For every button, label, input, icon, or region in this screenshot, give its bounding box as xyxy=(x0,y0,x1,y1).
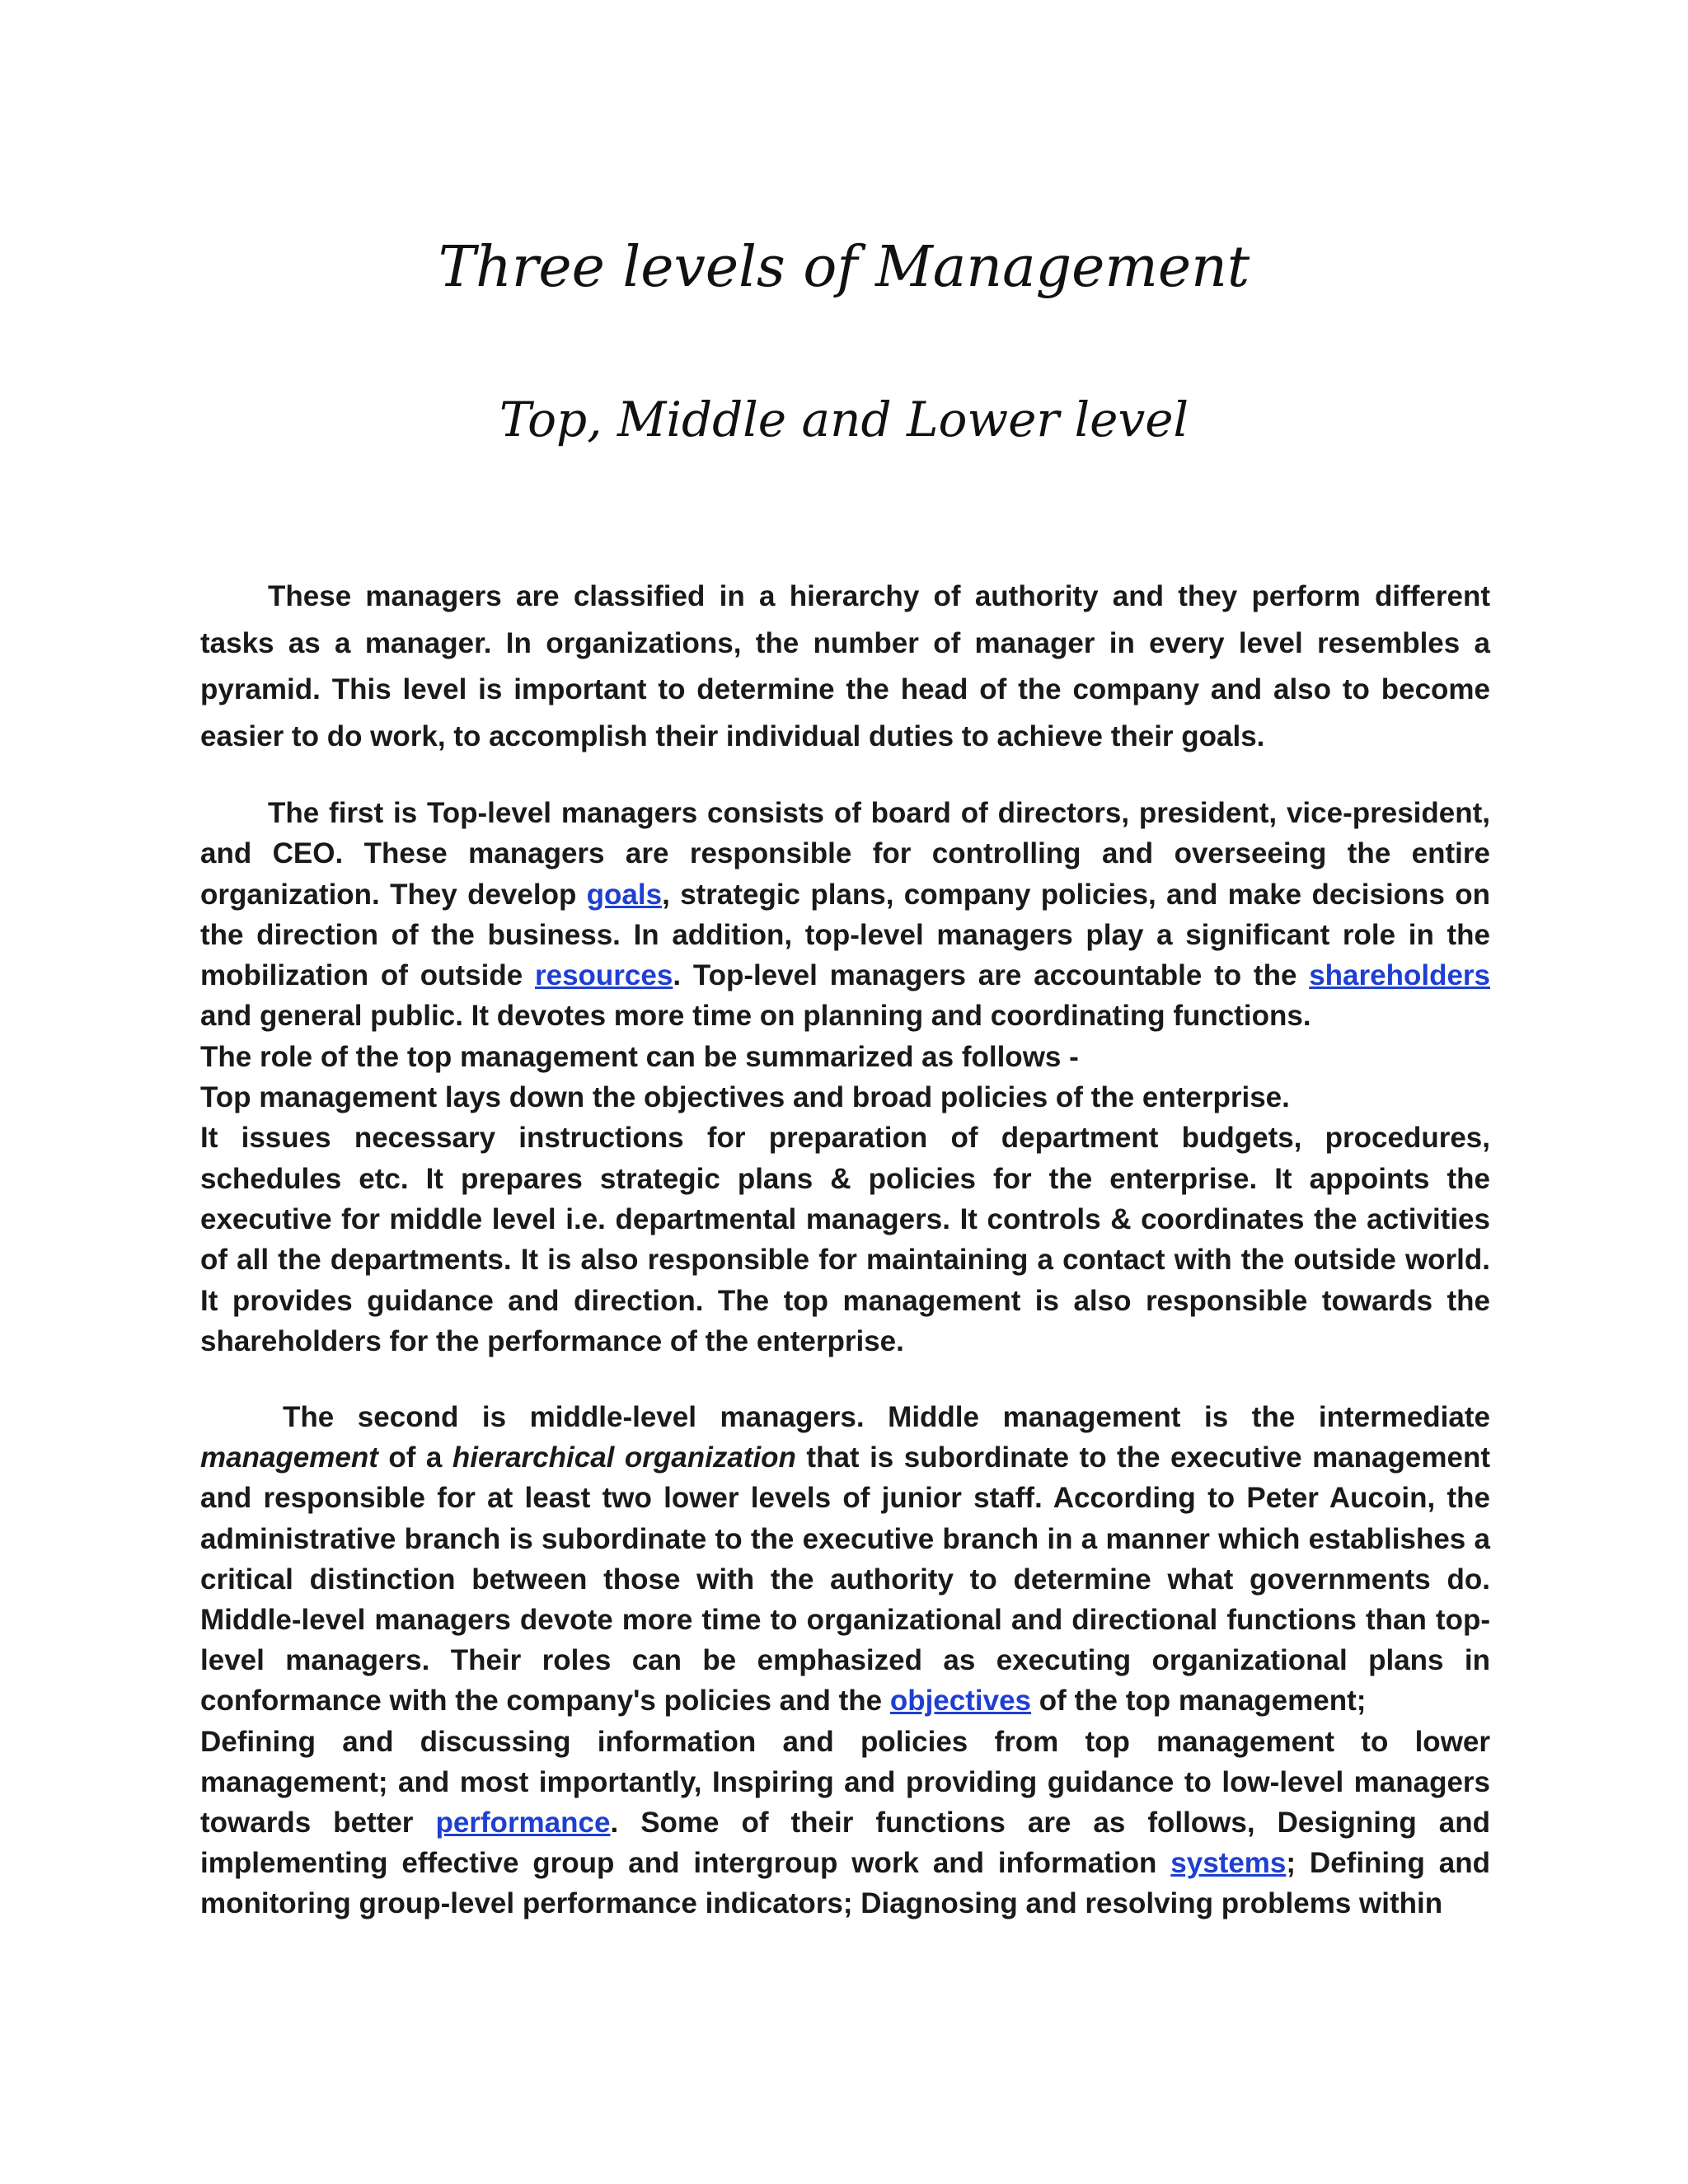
middle-functions-paragraph xyxy=(200,1722,1490,1924)
top-level-text-1: The first is Top-level managers consists of board of directors, president, vice-president, and CEO. These managers are responsible for controlling and overseeing the entire organization. They develop xyxy=(200,797,1490,911)
link-systems[interactable]: systems xyxy=(1170,1847,1287,1880)
middle-text-3: that is subordinate to the executive management and responsible for at least two lower levels of junior staff. According to Peter Aucoin, the administrative branch is subordinate to the executive branch in a manner which establishes a critical distinction between those with the authority to determine what governments do. Middle-level managers devote more time to organizational and directional functions than top-level managers. Their roles can be emphasized as executing organizational plans in conformance with the company's policies and the xyxy=(200,1441,1490,1718)
top-level-text-4: and general public. It devotes more time on planning and coordinating functions. xyxy=(200,1000,1311,1033)
intro-section xyxy=(200,574,1490,760)
middle-text-6: . Some of their functions are as follows, Designing and implementing effective group and intergroup work and information xyxy=(200,1807,1490,1880)
top-level-paragraph xyxy=(200,793,1490,1037)
top-level-text-3: . Top-level managers are accountable to the xyxy=(673,959,1310,992)
link-resources[interactable]: resources xyxy=(534,959,673,992)
top-role-line: The role of the top management can be summarized as follows - xyxy=(200,1040,1079,1073)
middle-text-7: ; Defining and monitoring group-level performance indicators; Diagnosing and resolving problems within xyxy=(200,1847,1491,1920)
middle-text-1: The second is middle-level managers. Middle management is the intermediate xyxy=(283,1401,1490,1433)
middle-level-paragraph xyxy=(200,1397,1490,1722)
top-issues-paragraph: It issues necessary instructions for preparation of department budgets, procedures, schedules etc. It prepares strategic plans & policies for the enterprise. It appoints the executive for middle level i.e. departmental managers. It controls & coordinates the activities of all the departments. It is also responsible for maintaining a contact with the outside world. It provides guidance and direction. The top management is also responsible towards the shareholders for the performance of the enterprise. xyxy=(200,1122,1490,1357)
middle-em-hierarchical: hierarchical organization xyxy=(452,1441,796,1474)
link-performance[interactable]: performance xyxy=(435,1807,611,1840)
top-objectives-line: Top management lays down the objectives and broad policies of the enterprise. xyxy=(200,1081,1290,1114)
middle-em-management: management xyxy=(200,1441,378,1474)
middle-level-section xyxy=(200,1397,1490,1924)
link-objectives[interactable]: objectives xyxy=(889,1685,1032,1718)
intro-paragraph: These managers are classified in a hierarchy of authority and they perform different tasks as a manager. In organizations, the number of manager in every level resembles a pyramid. This level is important to determine the head of the company and also to become easier to do work, to accomplish their individual duties to achieve their goals. xyxy=(200,580,1490,752)
link-shareholders[interactable]: shareholders xyxy=(1309,959,1491,992)
link-goals[interactable]: goals xyxy=(586,878,663,911)
page-title: Three levels of Management xyxy=(438,235,1250,300)
middle-text-2: of a xyxy=(377,1441,452,1474)
top-level-section xyxy=(200,793,1490,1361)
page-subtitle: Top, Middle and Lower level xyxy=(499,391,1189,448)
top-level-text-2: , strategic plans, company policies, and make decisions on the direction of the business. In addition, top-level managers play a significant role in the mobilization of outside xyxy=(200,878,1490,992)
middle-text-4: of the top management; xyxy=(1031,1685,1367,1718)
middle-text-5: Defining and discussing information and policies from top management to lower management; and most importantly, Inspiring and providing guidance to low-level managers towards better xyxy=(200,1725,1490,1840)
